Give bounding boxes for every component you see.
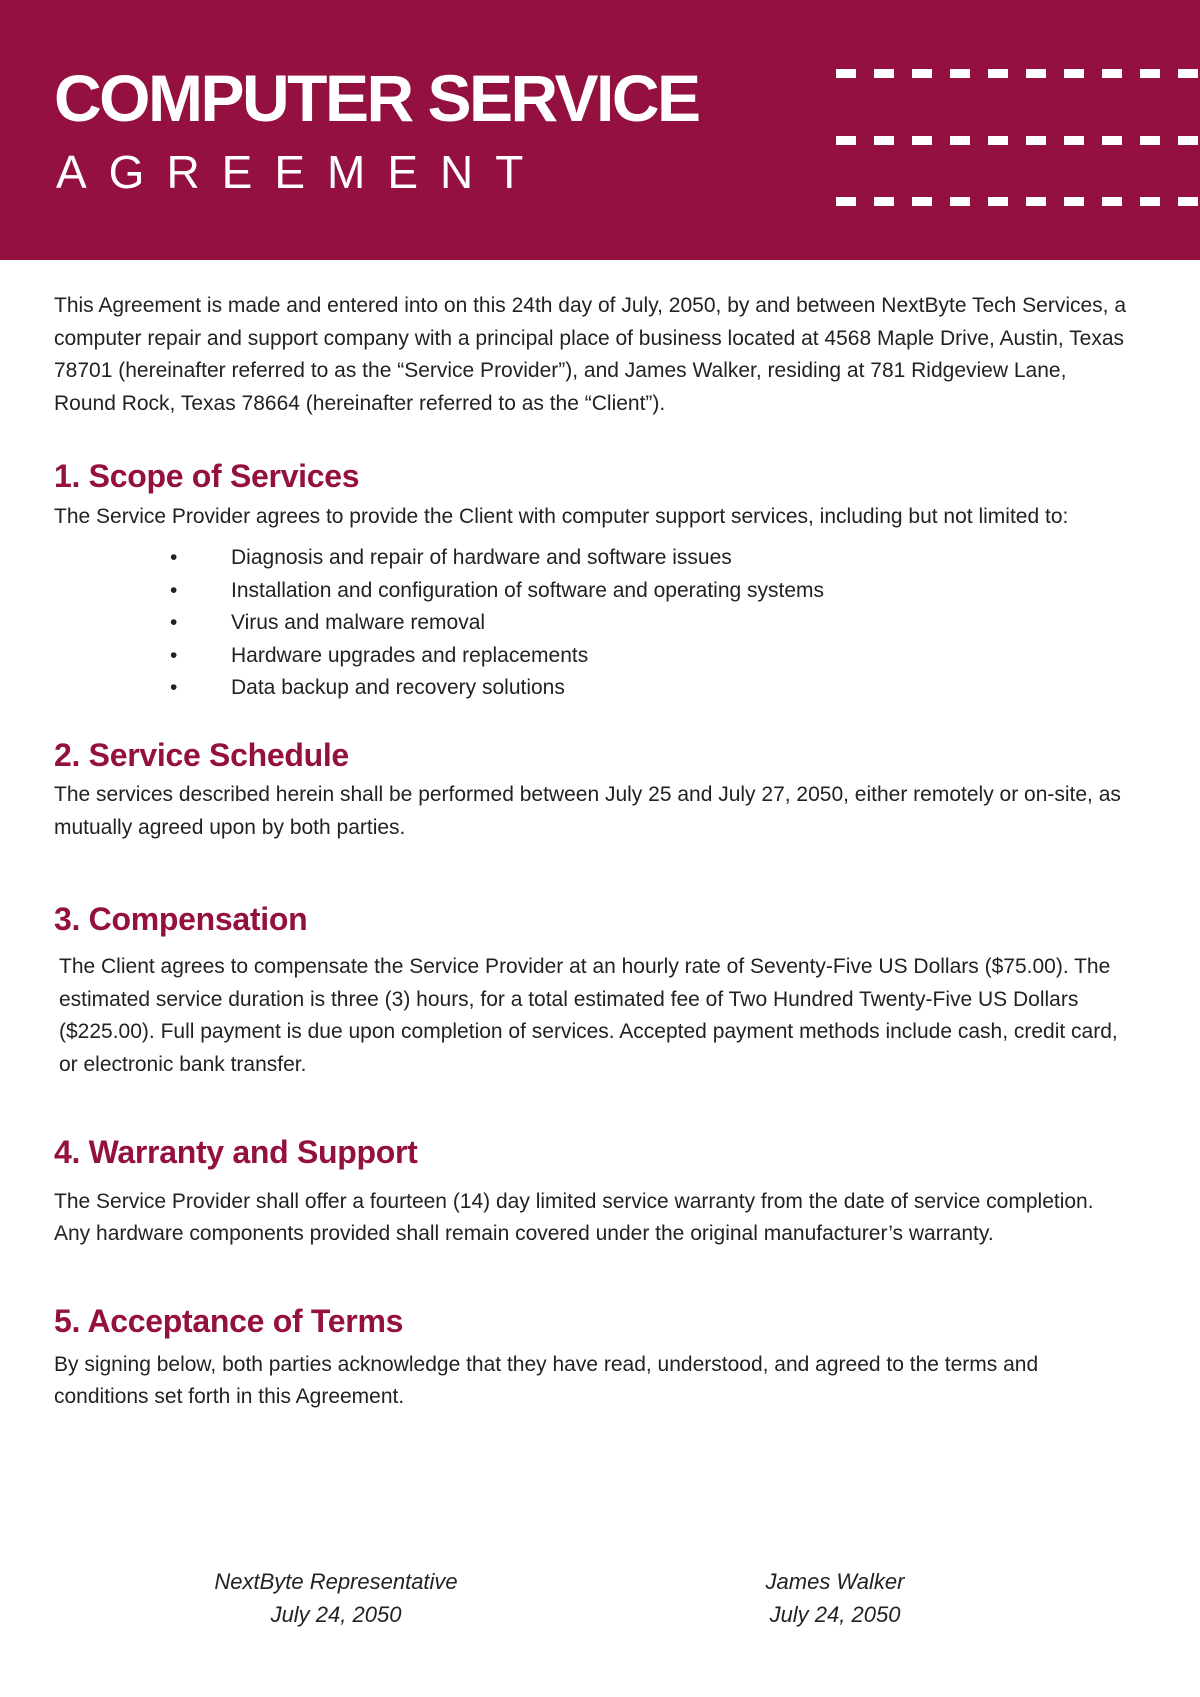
bullet-icon: • bbox=[170, 643, 178, 667]
section-heading-scope: 1. Scope of Services bbox=[54, 458, 360, 495]
signature-date: July 24, 2050 bbox=[270, 1602, 402, 1627]
list-item bbox=[54, 672, 1134, 705]
list-item bbox=[54, 640, 1134, 673]
bullet-icon: • bbox=[170, 611, 178, 635]
decorative-dashes-middle bbox=[836, 136, 1200, 145]
signature-block-provider bbox=[156, 1565, 516, 1631]
bullet-icon: • bbox=[170, 676, 178, 700]
list-item-text: Hardware upgrades and replacements bbox=[231, 643, 589, 667]
agreement-body bbox=[54, 290, 1134, 1414]
bullet-icon: • bbox=[170, 578, 178, 602]
list-item bbox=[54, 542, 1134, 575]
header-banner bbox=[0, 0, 1200, 260]
list-item bbox=[54, 607, 1134, 640]
list-item-text: Virus and malware removal bbox=[231, 611, 486, 635]
services-list bbox=[54, 542, 1134, 705]
signature-name: James Walker bbox=[765, 1569, 905, 1594]
section-body-acceptance: By signing below, both parties acknowledge that they have read, understood, and agreed to the terms and conditions set forth in this Agreement. bbox=[54, 1352, 1039, 1409]
list-item bbox=[54, 575, 1134, 608]
intro-paragraph: This Agreement is made and entered into on this 24th day of July, 2050, by and between NextByte Tech Services, a computer repair and support company with a principal place of business located at 4568 Maple Drive, Austin, Texas 78701 (hereinafter referred to as the “Service Provider”), and James Walker, residing at 781 Ridgeview Lane, Round Rock, Texas 78664 (hereinafter referred to as the “Client”). bbox=[54, 294, 1127, 415]
bullet-icon: • bbox=[170, 545, 178, 569]
section-body-compensation: The Client agrees to compensate the Service Provider at an hourly rate of Seventy-Five US Dollars ($75.00). The estimated service duration is three (3) hours, for a total estimated fee of Two Hundred Twenty-Five US Dollars ($225.00). Full payment is due upon completion of services. Accepted payment methods include cash, credit card, or electronic bank transfer. bbox=[59, 955, 1118, 1076]
document-subtitle: AGREEMENT bbox=[56, 146, 546, 198]
section-body-scope: The Service Provider agrees to provide the Client with computer support services, including but not limited to: bbox=[54, 505, 1069, 529]
section-heading-schedule: 2. Service Schedule bbox=[54, 736, 349, 773]
section-body-warranty: The Service Provider shall offer a fourteen (14) day limited service warranty from the date of service completion. Any hardware components provided shall remain covered under the original manufacturer’s warranty. bbox=[54, 1189, 1094, 1246]
signature-name: NextByte Representative bbox=[214, 1569, 458, 1594]
list-item-text: Data backup and recovery solutions bbox=[231, 676, 565, 700]
section-body-schedule: The services described herein shall be performed between July 25 and July 27, 2050, either remotely or on-site, as mutually agreed upon by both parties. bbox=[54, 782, 1121, 839]
list-item-text: Diagnosis and repair of hardware and software issues bbox=[231, 545, 732, 569]
list-item-text: Installation and configuration of software and operating systems bbox=[231, 578, 825, 602]
decorative-dashes-bottom bbox=[836, 197, 1200, 206]
decorative-dashes-top bbox=[836, 69, 1200, 78]
section-heading-warranty: 4. Warranty and Support bbox=[54, 1133, 418, 1170]
signature-block-client bbox=[655, 1565, 1015, 1631]
section-heading-acceptance: 5. Acceptance of Terms bbox=[54, 1302, 404, 1339]
section-heading-compensation: 3. Compensation bbox=[54, 901, 308, 938]
signature-date: July 24, 2050 bbox=[769, 1602, 901, 1627]
document-title: COMPUTER SERVICE bbox=[54, 61, 699, 135]
